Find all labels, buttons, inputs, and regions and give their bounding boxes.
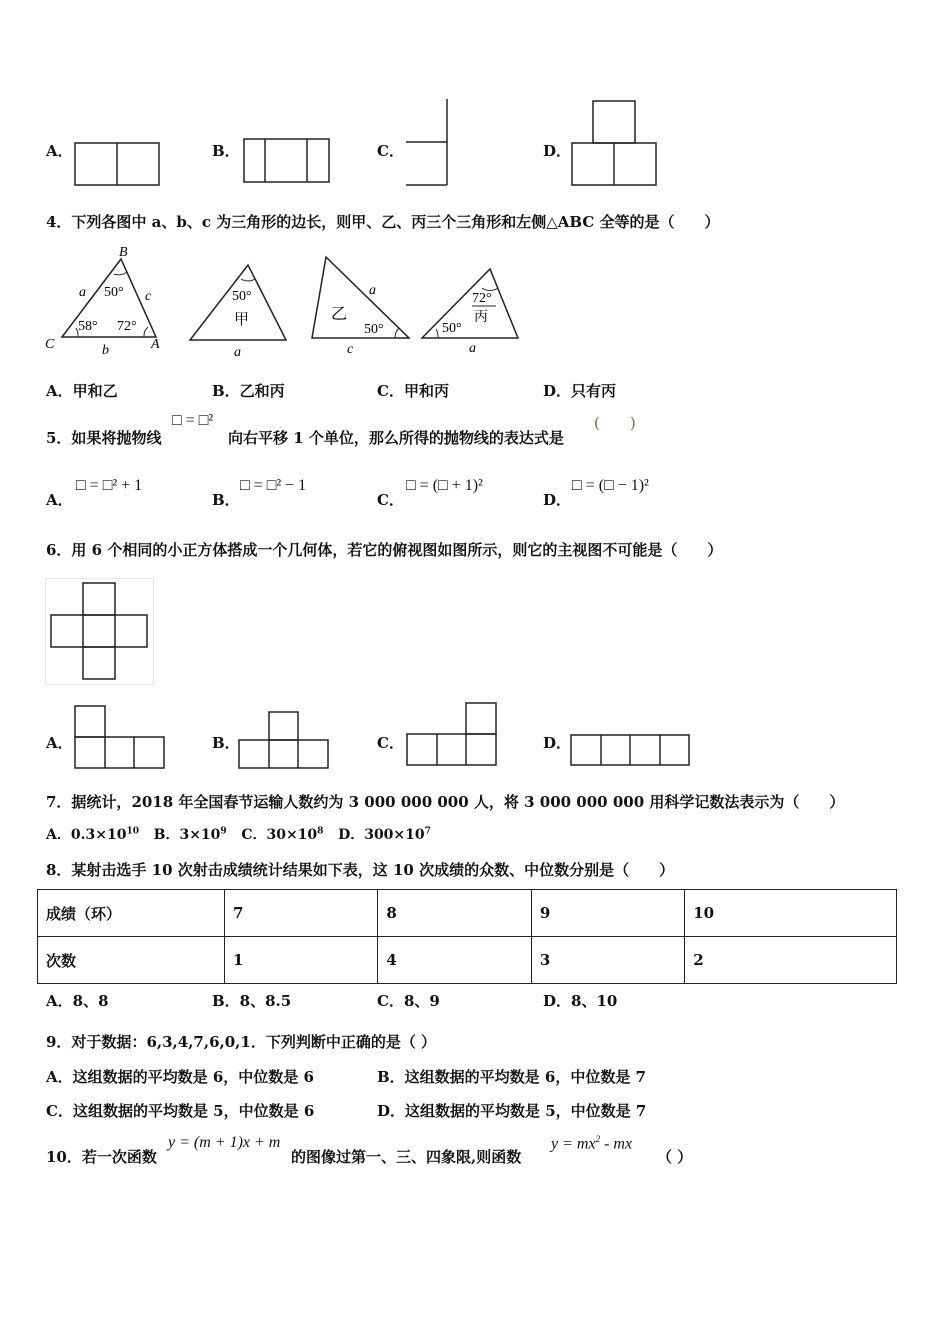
q8-option-c[interactable]: C．8、9 — [377, 992, 440, 1010]
q8-option-a[interactable]: A．8、8 — [46, 992, 109, 1010]
q7-option-b[interactable]: B．$3\times 10^9$ — [153, 826, 227, 843]
q5-option-a-expr: □ = □² + 1 — [76, 477, 143, 494]
table-row — [38, 937, 897, 984]
q6-option-c-letter[interactable]: C． — [377, 734, 404, 752]
abc-angle-c: 58° — [78, 319, 98, 334]
q5-stem-equation: □ = □² — [172, 412, 214, 429]
q3-option-a-figure — [74, 142, 162, 188]
table-cell: 2 — [685, 937, 897, 984]
q9-option-a[interactable]: A．这组数据的平均数是 6，中位数是 6 — [46, 1068, 314, 1086]
abc-side-a: a — [79, 285, 86, 300]
bing-name: 丙 — [474, 309, 488, 325]
q5-paren: ( ) — [594, 414, 636, 432]
q6-option-a-letter[interactable]: A． — [46, 734, 73, 752]
q8-option-b[interactable]: B．8、8.5 — [212, 992, 292, 1010]
q3-option-b-letter[interactable]: B． — [212, 142, 240, 160]
table-row — [38, 890, 897, 937]
q4-option-b[interactable]: B．乙和丙 — [212, 382, 285, 400]
q6-option-b-letter[interactable]: B． — [212, 734, 240, 752]
yi-side-a: a — [369, 283, 376, 298]
q4-stem: 4．下列各图中 a、b、c 为三角形的边长，则甲、乙、丙三个三角形和左侧△ABC 全等的是（ ） — [46, 213, 720, 231]
table-cell: 3 — [531, 937, 684, 984]
q3-option-c-letter[interactable]: C． — [377, 142, 404, 160]
q5-option-b-letter[interactable]: B． — [212, 491, 240, 509]
table-cell: 10 — [685, 890, 897, 937]
q3-option-d-figure — [571, 100, 661, 188]
table-cell: 成绩（环） — [38, 890, 225, 937]
q4-option-d[interactable]: D．只有丙 — [543, 382, 617, 400]
q6-option-d-letter[interactable]: D． — [543, 734, 572, 752]
abc-label-b: B — [119, 245, 128, 260]
table-cell: 1 — [225, 937, 378, 984]
abc-side-b: b — [102, 343, 109, 358]
q10-equation-2: $y = mx^2$ - mx — [551, 1134, 633, 1153]
q6-option-d-figure — [570, 734, 694, 770]
q7-option-a[interactable]: A．$0.3\times 10^{10}$ — [46, 826, 139, 843]
q10-paren: （ ） — [657, 1148, 693, 1166]
abc-label-c-vertex: C — [45, 337, 55, 352]
q10-stem-mid: 的图像过第一、三、四象限,则函数 — [291, 1148, 522, 1166]
q9-stem: 9．对于数据：6,3,4,7,6,0,1．下列判断中正确的是（ ） — [46, 1033, 437, 1051]
bing-angle-50: 50° — [442, 321, 462, 336]
q3-option-b-figure — [243, 138, 333, 186]
jia-side: a — [234, 345, 241, 360]
q10-stem-pre: 10．若一次函数 — [46, 1148, 157, 1166]
q4-triangle-bing — [420, 266, 525, 361]
q3-option-a-letter[interactable]: A． — [46, 142, 73, 160]
table-cell: 4 — [378, 937, 531, 984]
abc-angle-b: 50° — [104, 285, 124, 300]
q5-option-d-letter[interactable]: D． — [543, 491, 572, 509]
q9-option-c[interactable]: C．这组数据的平均数是 5，中位数是 6 — [46, 1102, 315, 1120]
q6-option-b-figure — [238, 711, 332, 771]
q9-option-d[interactable]: D．这组数据的平均数是 5，中位数是 7 — [377, 1102, 647, 1120]
yi-angle: 50° — [364, 322, 384, 337]
q5-stem-pre: 5．如果将抛物线 — [46, 429, 162, 447]
table-cell: 8 — [378, 890, 531, 937]
q9-option-b[interactable]: B．这组数据的平均数是 6，中位数是 7 — [377, 1068, 646, 1086]
table-cell: 9 — [531, 890, 684, 937]
table-cell: 7 — [225, 890, 378, 937]
jia-name: 甲 — [234, 310, 250, 328]
bing-angle-72: 72° — [472, 291, 492, 306]
q8-option-d[interactable]: D．8、10 — [543, 992, 618, 1010]
q6-top-view-figure — [45, 578, 157, 688]
q3-option-c-figure — [405, 98, 455, 188]
q4-option-c[interactable]: C．甲和丙 — [377, 382, 449, 400]
q5-option-d-expr: □ = (□ − 1)² — [572, 477, 649, 494]
yi-name: 乙 — [331, 304, 348, 323]
table-cell: 次数 — [38, 937, 225, 984]
q7-stem: 7．据统计，2018 年全国春节运输人数约为 3 000 000 000 人，将 3 000 000 000 用科学记数法表示为（ ） — [46, 793, 845, 811]
q6-stem: 6．用 6 个相同的小正方体搭成一个几何体，若它的俯视图如图所示，则它的主视图不可能是（ ） — [46, 541, 723, 559]
q5-option-a-letter[interactable]: A． — [46, 491, 73, 509]
q5-stem-post: 向右平移 1 个单位，那么所得的抛物线的表达式是 — [228, 429, 564, 447]
q4-triangle-abc — [44, 244, 174, 359]
q10-equation-1: y = (m + 1)x + m — [168, 1134, 281, 1151]
q4-option-a[interactable]: A．甲和乙 — [46, 382, 118, 400]
q5-option-c-expr: □ = (□ + 1)² — [406, 477, 483, 494]
q8-score-table — [37, 889, 897, 984]
abc-label-a-vertex: A — [151, 337, 160, 352]
q6-option-a-figure — [74, 705, 168, 771]
bing-side: a — [469, 341, 476, 356]
q7-option-d[interactable]: D．$300\times 10^7$ — [338, 826, 431, 843]
q7-option-c[interactable]: C．$30\times 10^8$ — [241, 826, 324, 843]
yi-side-c: c — [347, 342, 354, 357]
abc-side-c: c — [145, 289, 152, 304]
jia-angle: 50° — [232, 289, 252, 304]
abc-angle-a: 72° — [117, 319, 137, 334]
q6-option-c-figure — [405, 702, 501, 768]
q7-options — [46, 824, 431, 844]
q4-triangle-jia — [188, 262, 293, 362]
q5-option-b-expr: □ = □² − 1 — [240, 477, 307, 494]
q4-triangle-yi — [309, 254, 414, 359]
q3-option-d-letter[interactable]: D． — [543, 142, 572, 160]
q8-stem: 8．某射击选手 10 次射击成绩统计结果如下表，这 10 次成绩的众数、中位数分别是（ ） — [46, 861, 675, 879]
q5-option-c-letter[interactable]: C． — [377, 491, 404, 509]
